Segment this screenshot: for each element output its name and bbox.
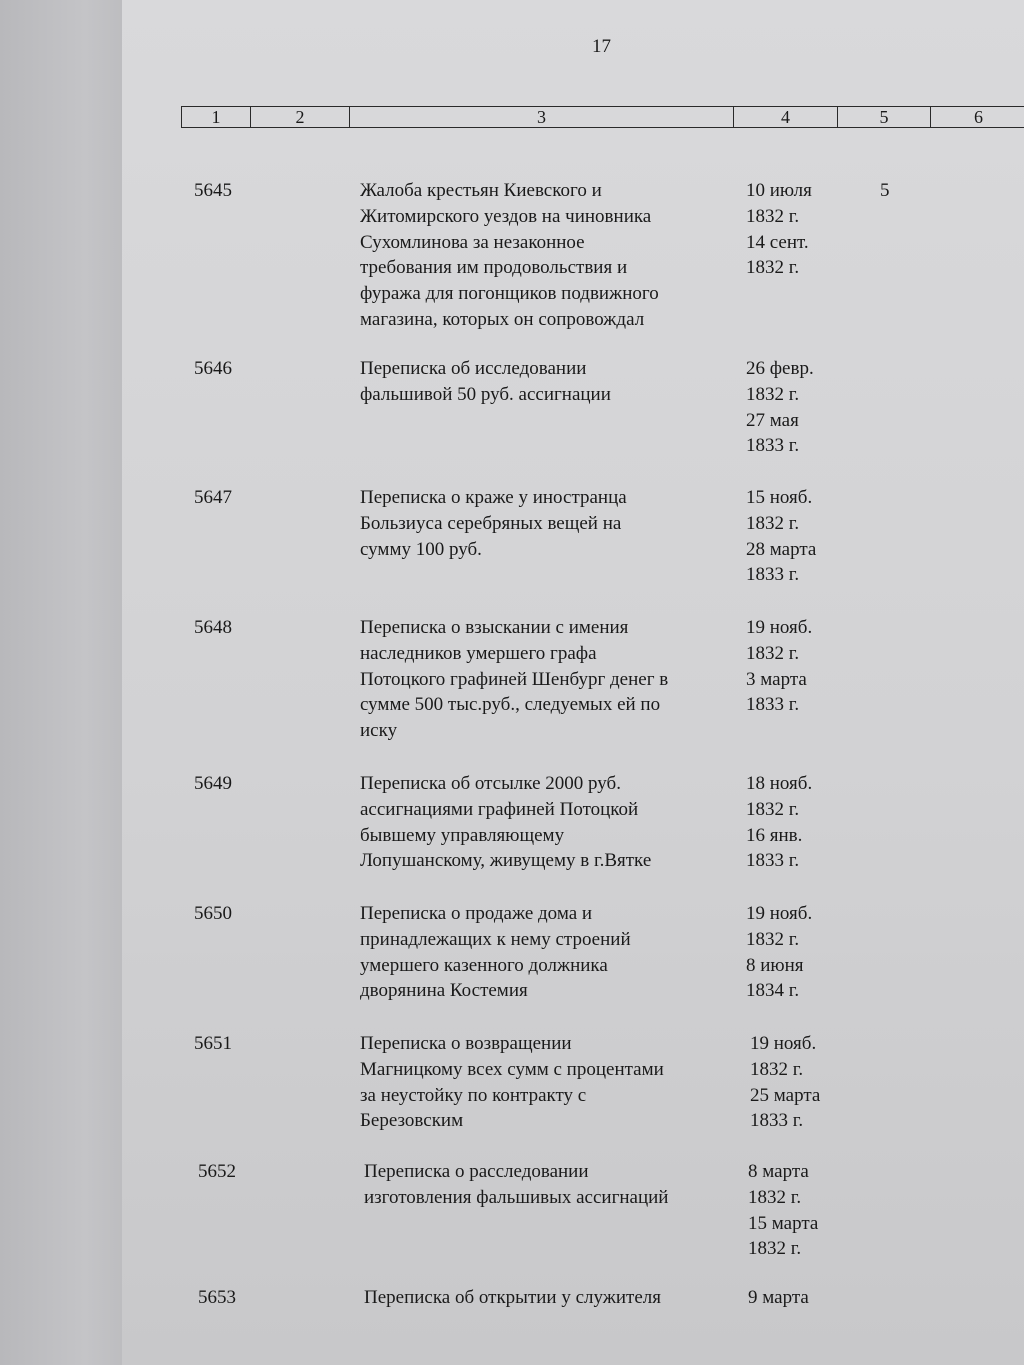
description-line: Сухомлинова за незаконное xyxy=(360,231,585,253)
date-line: 16 янв. xyxy=(746,824,803,846)
entry-number: 5650 xyxy=(194,903,232,924)
description-line: принадлежащих к нему строений xyxy=(360,928,631,950)
sheet-count: 5 xyxy=(880,180,890,201)
column-header-5: 5 xyxy=(838,107,931,127)
date-line: 1832 г. xyxy=(748,1186,802,1208)
column-header-6: 6 xyxy=(974,107,983,127)
entry-dates xyxy=(748,1159,858,1262)
entry-dates xyxy=(746,901,856,1004)
entry-description xyxy=(360,771,740,874)
date-line: 1832 г. xyxy=(748,1238,802,1260)
date-line: 15 марта xyxy=(748,1212,819,1234)
date-line: 3 марта xyxy=(746,668,807,690)
description-line: дворянина Костемия xyxy=(360,980,528,1002)
description-line: Березовским xyxy=(360,1110,464,1132)
description-line: Потоцкого графиней Шенбург денег в xyxy=(360,668,669,690)
description-line: Житомирского уездов на чиновника xyxy=(360,205,652,227)
date-line: 15 нояб. xyxy=(746,487,813,508)
entry-dates xyxy=(750,1031,860,1134)
date-line: 1833 г. xyxy=(746,694,800,716)
description-line: изготовления фальшивых ассигнаций xyxy=(364,1186,669,1208)
date-line: 1832 г. xyxy=(750,1058,804,1080)
description-line: Переписка об исследовании xyxy=(360,358,587,379)
date-line: 28 марта xyxy=(746,538,817,560)
description-line: требования им продовольствия и xyxy=(360,257,628,279)
description-line: Переписка о краже у иностранца xyxy=(360,487,627,508)
entry-description xyxy=(360,485,740,562)
entry-dates xyxy=(746,485,856,588)
description-line: фуража для погонщиков подвижного xyxy=(360,283,659,305)
description-line: за неустойку по контракту с xyxy=(360,1084,587,1106)
entry-number: 5646 xyxy=(194,358,232,379)
entry-number: 5649 xyxy=(194,773,232,794)
entry-number: 5648 xyxy=(194,617,232,638)
description-line: Лопушанскому, живущему в г.Вятке xyxy=(360,850,652,872)
description-line: Переписка о взыскании с имения xyxy=(360,617,629,638)
entry-number: 5652 xyxy=(198,1161,236,1182)
date-line: 19 нояб. xyxy=(746,617,813,638)
description-line: сумме 500 тыс.руб., следуемых ей по xyxy=(360,694,661,716)
entry-description xyxy=(360,615,740,744)
column-header-3: 3 xyxy=(350,107,734,127)
date-line: 1832 г. xyxy=(746,512,800,534)
description-line: Переписка об открытии у служителя xyxy=(364,1287,662,1308)
date-line: 19 нояб. xyxy=(750,1033,817,1054)
column-header-row xyxy=(181,106,1024,128)
entry-description xyxy=(360,356,740,408)
description-line: Переписка о расследовании xyxy=(364,1161,589,1182)
facing-page-edge xyxy=(0,0,122,1365)
date-line: 1832 г. xyxy=(746,928,800,950)
entry-number: 5647 xyxy=(194,487,232,508)
entry-description xyxy=(360,1031,740,1134)
date-line: 1834 г. xyxy=(746,980,800,1002)
description-line: иску xyxy=(360,720,398,742)
description-line: Жалоба крестьян Киевского и xyxy=(360,180,602,201)
date-line: 8 марта xyxy=(748,1161,809,1182)
description-line: фальшивой 50 руб. ассигнации xyxy=(360,383,611,405)
column-header-1: 1 xyxy=(182,107,251,127)
date-line: 8 июня xyxy=(746,954,804,976)
date-line: 10 июля xyxy=(746,180,812,201)
date-line: 1833 г. xyxy=(746,435,800,457)
description-line: Переписка о возвращении xyxy=(360,1033,572,1054)
description-line: умершего казенного должника xyxy=(360,954,608,976)
entry-number: 5653 xyxy=(198,1287,236,1308)
entry-number: 5645 xyxy=(194,180,232,201)
description-line: магазина, которых он сопровождал xyxy=(360,308,645,330)
entry-number: 5651 xyxy=(194,1033,232,1054)
date-line: 1832 г. xyxy=(746,257,800,279)
date-line: 1833 г. xyxy=(746,850,800,872)
date-line: 1832 г. xyxy=(746,383,800,405)
date-line: 1833 г. xyxy=(746,564,800,586)
description-line: Переписка о продаже дома и xyxy=(360,903,593,924)
description-line: наследников умершего графа xyxy=(360,642,597,664)
description-line: Переписка об отсылке 2000 руб. xyxy=(360,773,621,794)
description-line: бывшему управляющему xyxy=(360,824,565,846)
entry-dates xyxy=(746,615,856,718)
date-line: 1832 г. xyxy=(746,205,800,227)
date-line: 19 нояб. xyxy=(746,903,813,924)
entry-description xyxy=(360,178,740,333)
entry-description xyxy=(364,1285,744,1311)
description-line: Магницкому всех сумм с процентами xyxy=(360,1058,664,1080)
date-line: 9 марта xyxy=(748,1287,809,1308)
date-line: 1832 г. xyxy=(746,642,800,664)
date-line: 1832 г. xyxy=(746,798,800,820)
description-line: Бользиуса серебряных вещей на xyxy=(360,512,622,534)
column-header-2: 2 xyxy=(251,107,350,127)
description-line: ассигнациями графиней Потоцкой xyxy=(360,798,639,820)
date-line: 27 мая xyxy=(746,409,799,431)
entry-dates xyxy=(748,1285,858,1311)
date-line: 18 нояб. xyxy=(746,773,813,794)
entry-dates xyxy=(746,356,856,459)
entry-description xyxy=(360,901,740,1004)
date-line: 14 сент. xyxy=(746,231,809,253)
date-line: 1833 г. xyxy=(750,1110,804,1132)
column-header-4: 4 xyxy=(734,107,838,127)
page-number: 17 xyxy=(592,36,611,57)
entry-dates xyxy=(746,178,856,281)
entry-description xyxy=(364,1159,744,1211)
description-line: сумму 100 руб. xyxy=(360,538,482,560)
entry-dates xyxy=(746,771,856,874)
date-line: 26 февр. xyxy=(746,358,814,379)
date-line: 25 марта xyxy=(750,1084,821,1106)
